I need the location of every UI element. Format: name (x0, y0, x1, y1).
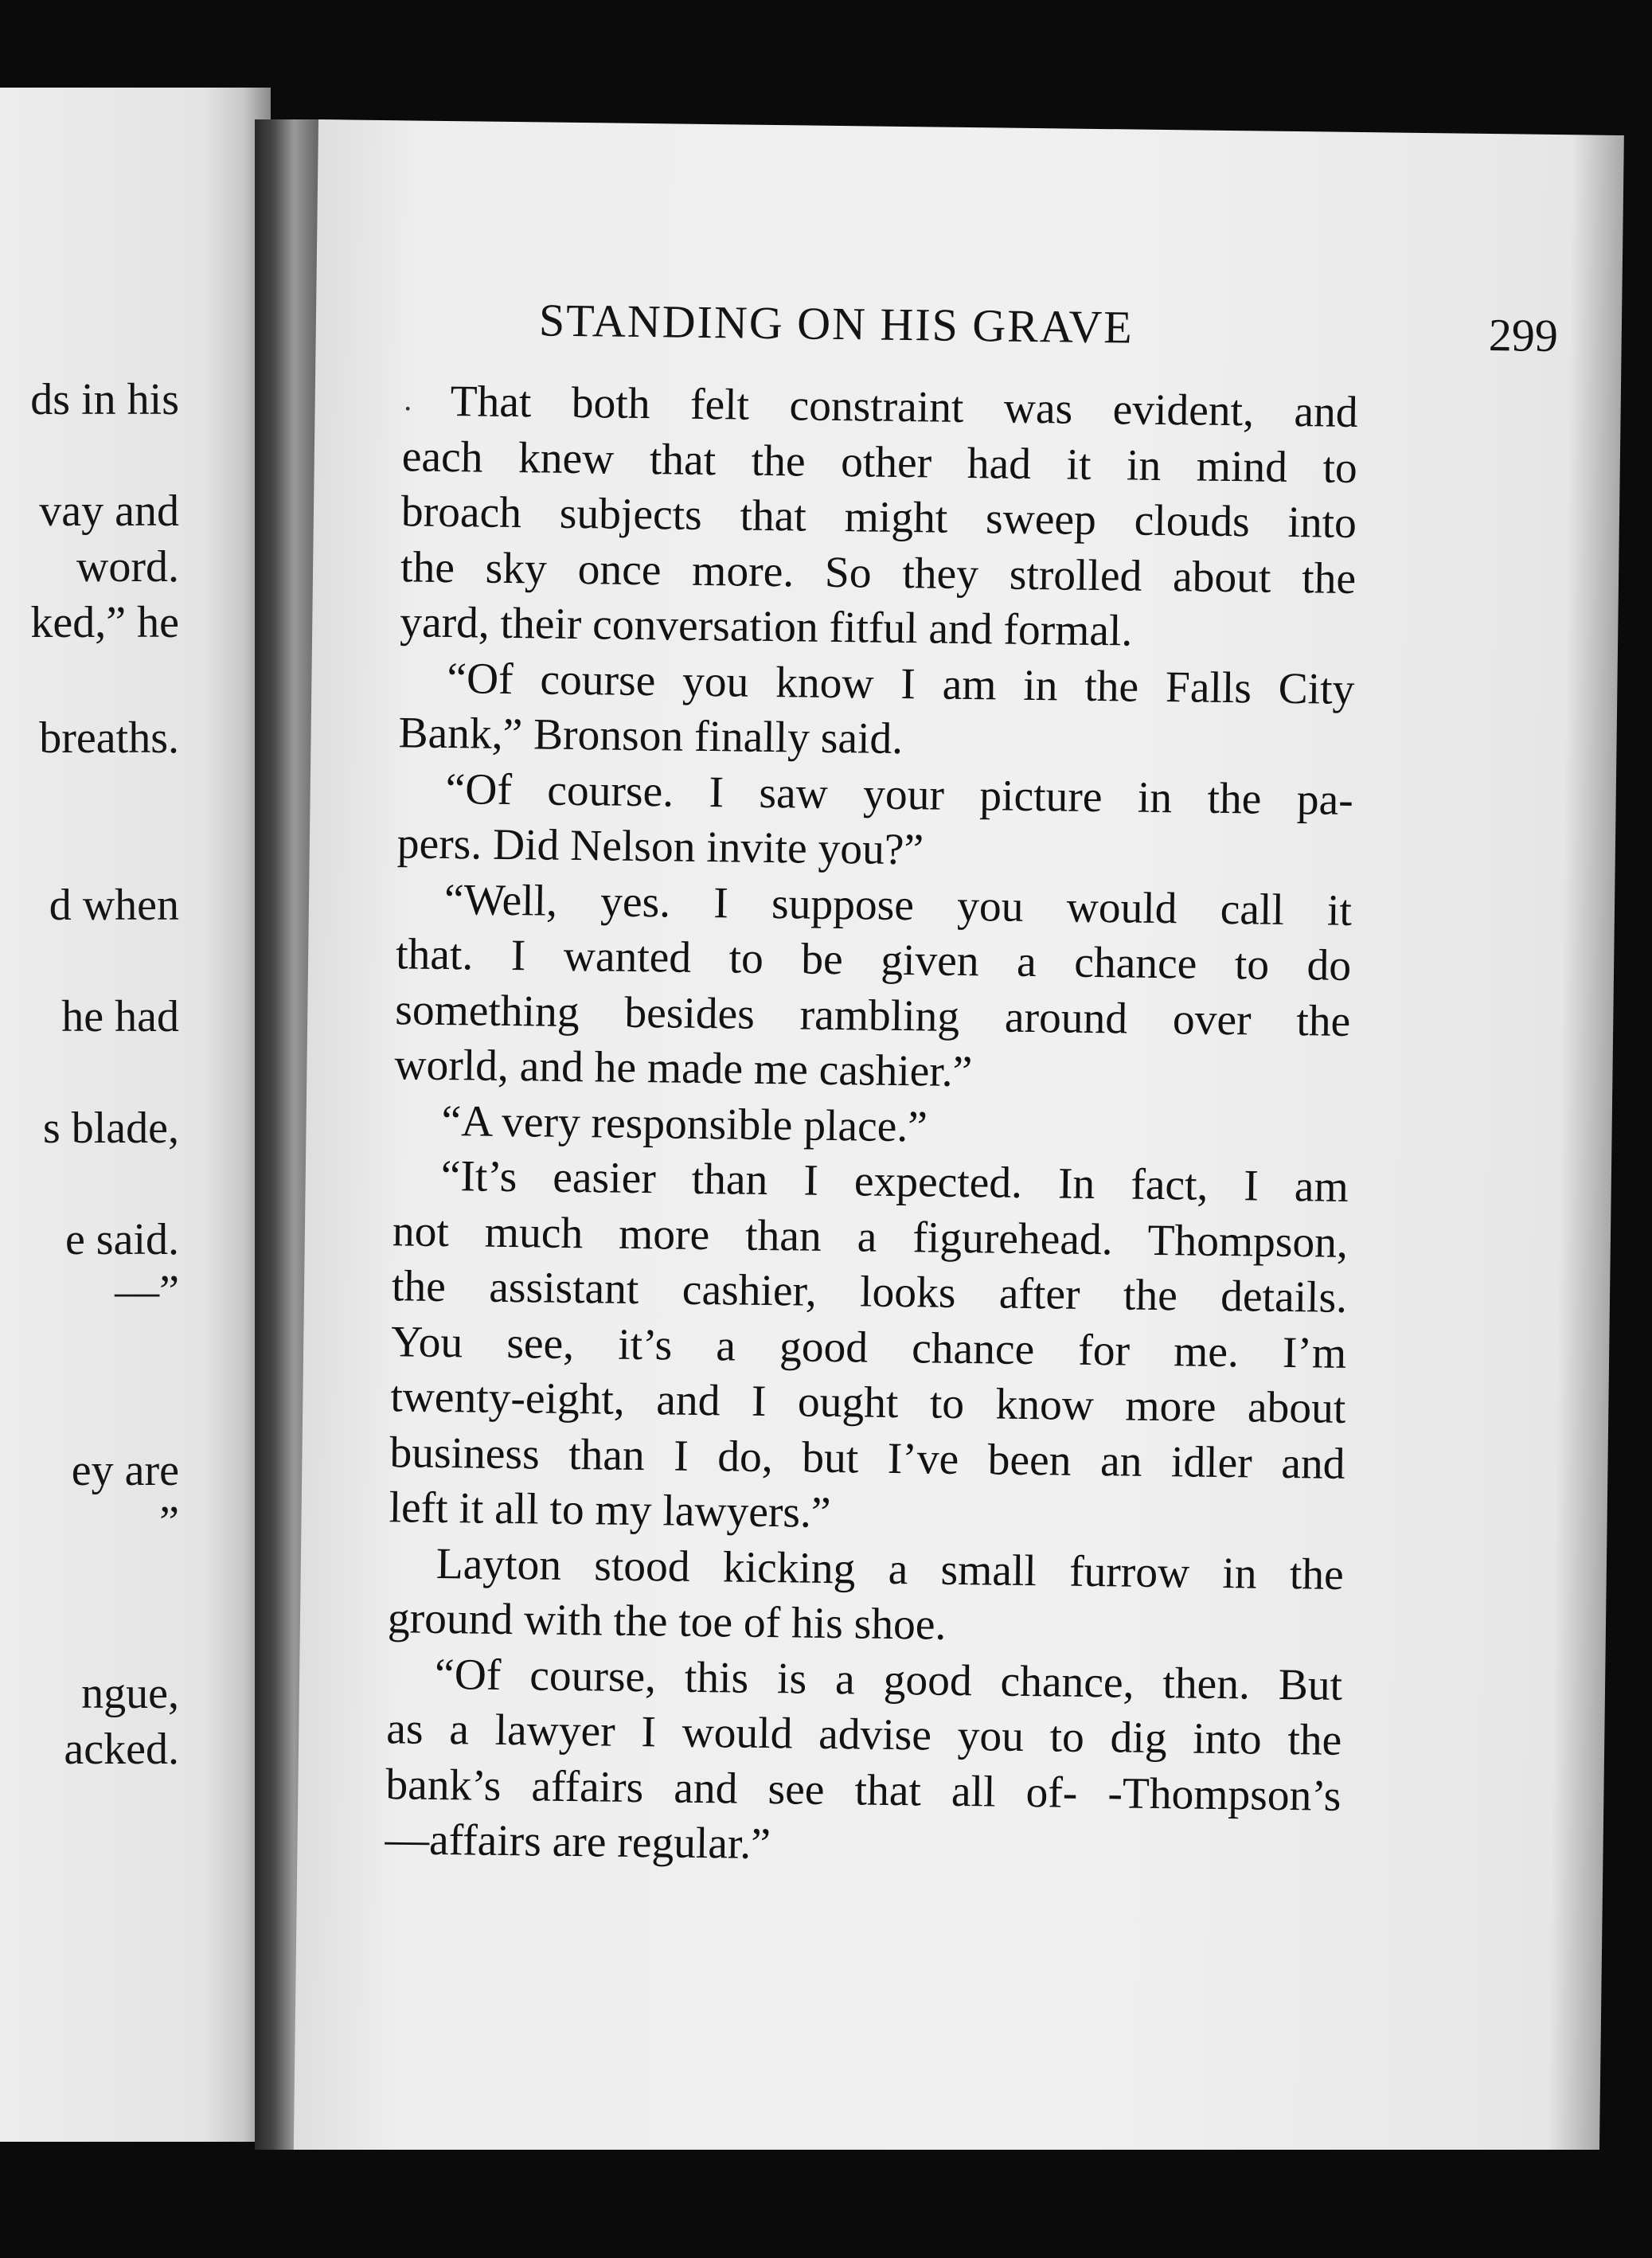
text-line: world, and he made me cashier.” (394, 1041, 973, 1097)
running-head-title: STANDING ON HIS GRAVE (538, 294, 1135, 354)
text-line: ground with the toe of his shoe. (387, 1594, 947, 1650)
text-line: left it all to my lawyers.” (389, 1483, 831, 1537)
text-line: something besides rambling around over the (394, 985, 1351, 1046)
text-line: That both felt constraint was evident, and (450, 377, 1358, 437)
text-line: “It’s easier than I expected. In fact, I am (440, 1151, 1349, 1212)
text-line: the sky once more. So they strolled about the (400, 542, 1357, 604)
text-line: not much more than a figurehead. Thompson, (392, 1206, 1349, 1268)
left-page-fragment: ds in his (30, 375, 179, 424)
left-page-fragment: s blade, (42, 1104, 179, 1153)
text-line: pers. Did Nelson invite you?” (396, 819, 924, 875)
text-line: —affairs are regular.” (385, 1815, 771, 1869)
left-page-fragment: he had (61, 992, 179, 1041)
text-line: yard, their conversation fitful and formal. (399, 598, 1133, 656)
text-line: “A very responsible place.” (441, 1096, 928, 1151)
text-line: You see, it’s a good chance for me. I’m (390, 1317, 1347, 1378)
left-page-fragment: ” (159, 1498, 179, 1547)
right-page (294, 119, 1624, 2174)
text-line: “Of course you know I am in the Falls City (447, 654, 1355, 714)
text-line: bank’s affairs and see that all of- -Thompson’s (385, 1760, 1342, 1821)
text-line: Layton stood kicking a small furrow in the (435, 1539, 1345, 1600)
text-line: each knew that the other had it in mind to (401, 432, 1358, 493)
text-line: as a lawyer I would advise you to dig into the (385, 1705, 1342, 1765)
left-page-fragment: breaths. (39, 713, 179, 763)
left-page-fragment: —” (115, 1267, 179, 1316)
left-page-fragment: d when (49, 881, 179, 930)
left-page-fragment: acked. (64, 1725, 179, 1774)
running-head (538, 293, 1559, 362)
text-line: Bank,” Bronson finally said. (398, 709, 904, 764)
left-page-fragment: e said. (64, 1215, 179, 1264)
text-line: twenty-eight, and I ought to know more about (390, 1373, 1346, 1433)
text-line: “Of course. I saw your picture in the pa- (445, 764, 1354, 825)
text-line: “Of course, this is a good chance, then. But (434, 1650, 1343, 1710)
stray-mark: · (402, 390, 414, 427)
left-page-fragment: ey are (71, 1446, 179, 1495)
left-page-fragment: vay and (39, 486, 179, 536)
text-line: the assistant cashier, looks after the details. (391, 1262, 1348, 1322)
page-number: 299 (1488, 308, 1559, 362)
left-page-fragment: ked,” he (30, 598, 179, 647)
left-page-fragment: ngue, (81, 1669, 179, 1718)
text-line: broach subjects that might sweep clouds into (400, 487, 1357, 548)
text-line: business than I do, but I’ve been an idler and (389, 1428, 1345, 1489)
text-line: “Well, yes. I suppose you would call it (443, 875, 1353, 936)
scan-border (239, 2150, 1652, 2258)
left-page (0, 88, 271, 2142)
text-line: that. I wanted to be given a chance to do (395, 930, 1352, 990)
body-text (385, 373, 1358, 1879)
left-page-fragment: word. (76, 542, 179, 592)
